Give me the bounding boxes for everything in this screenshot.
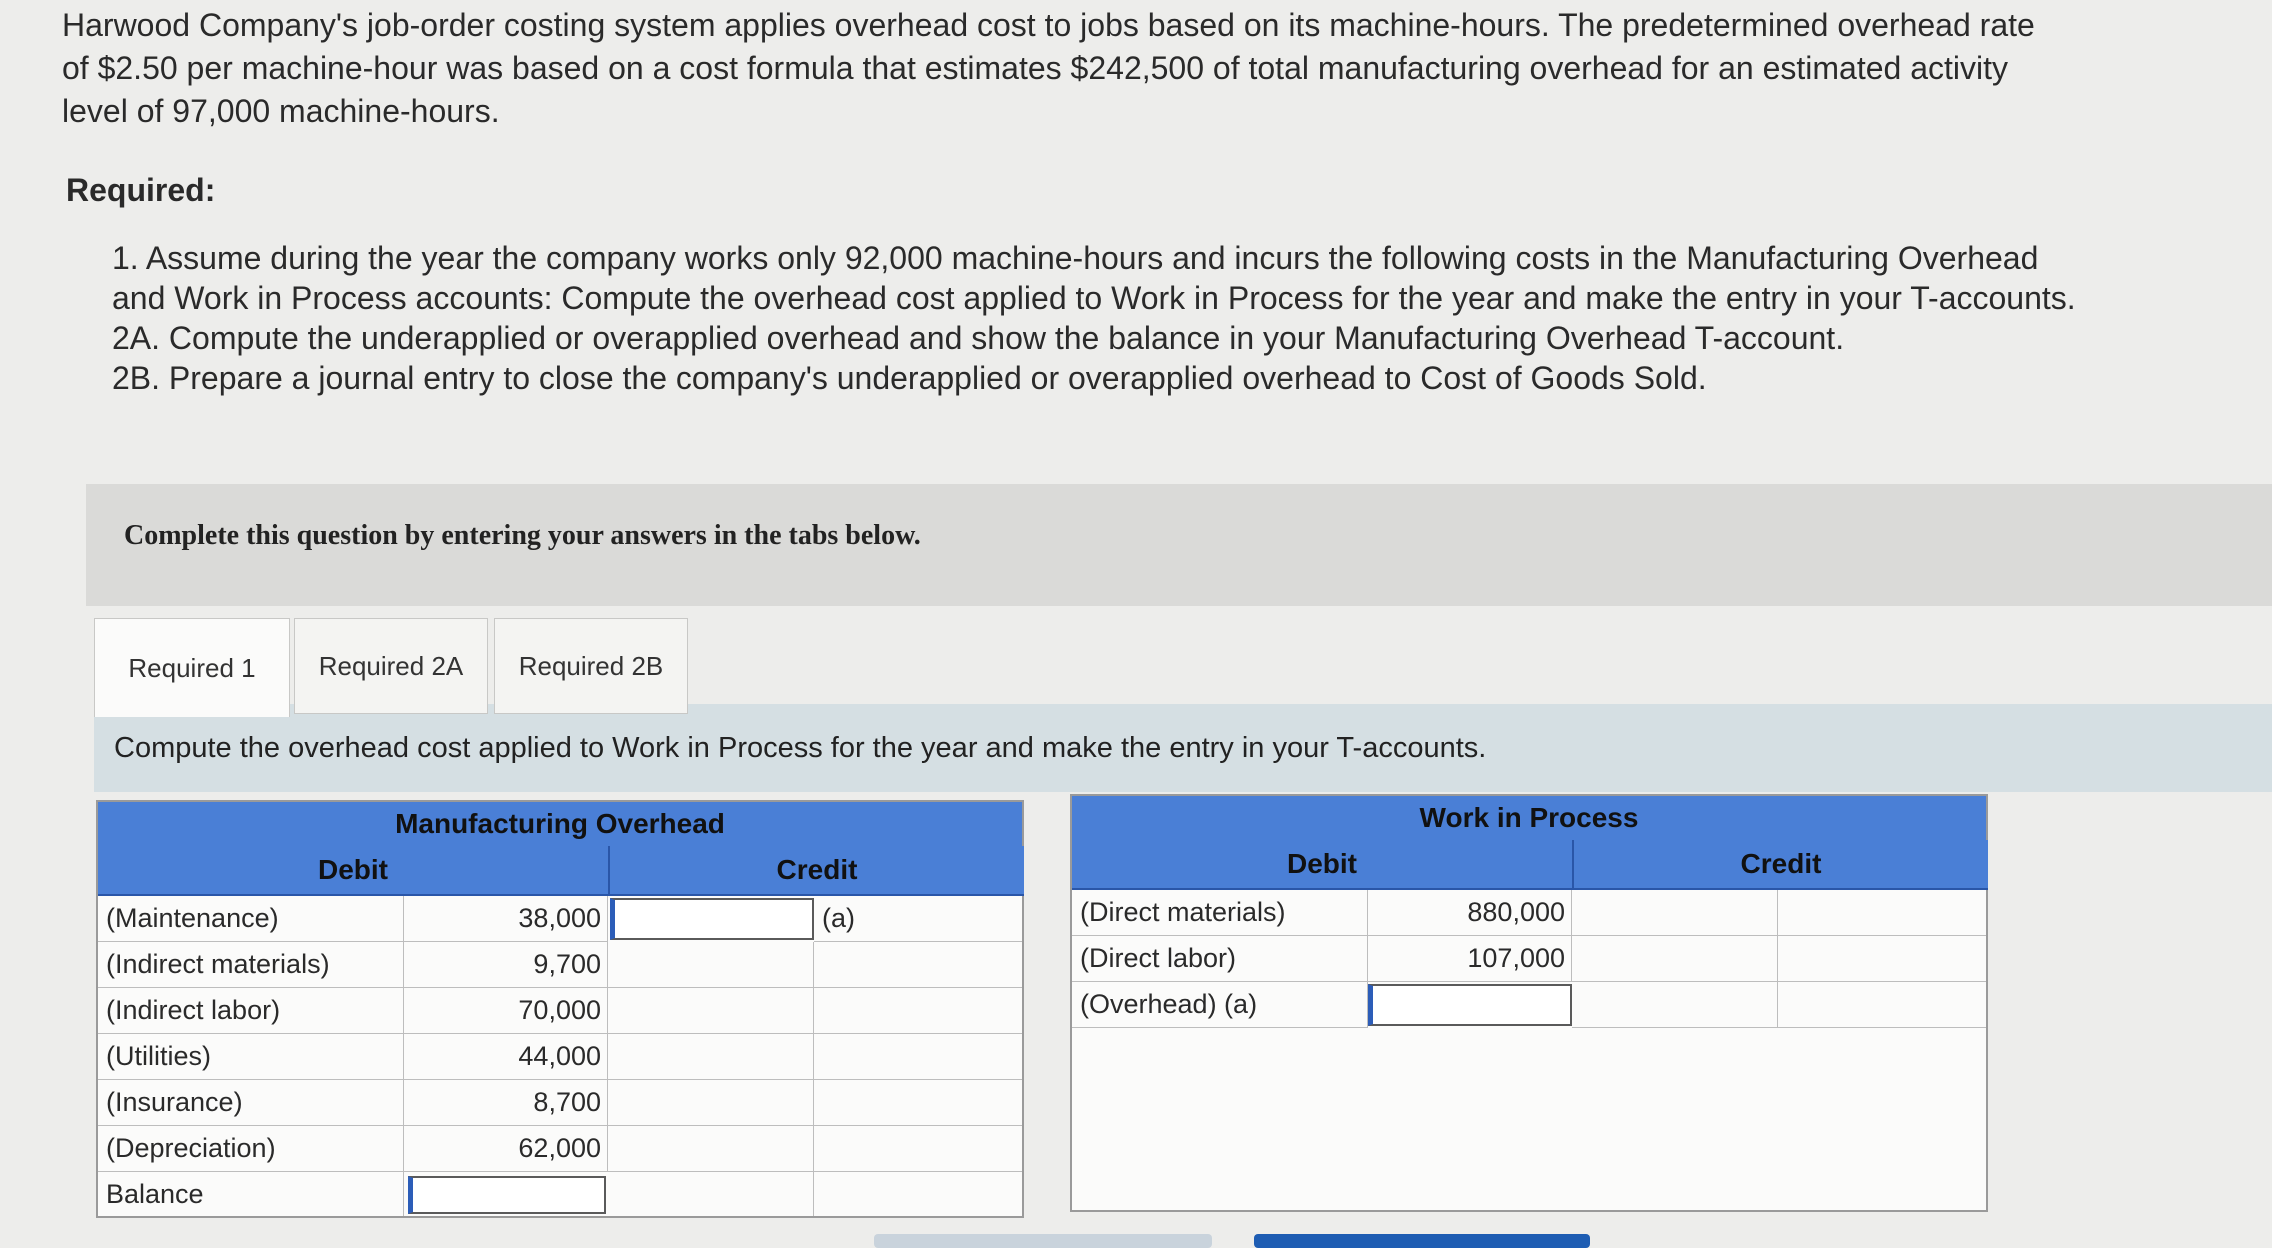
requirement-1: 1. Assume during the year the company works only 92,000 machine-hours and incurs the following costs in the Manufacturing Overhead and Work in Process accounts: Compute the overhead cost applied to Work in Process for the year and make the entry in your T-accounts. [112, 240, 2076, 316]
moh-t-account [96, 800, 1024, 1218]
moh-credit-empty [608, 1126, 814, 1172]
moh-row-amount: 70,000 [404, 988, 608, 1034]
moh-credit-empty [814, 1126, 1022, 1172]
moh-row-label: (Maintenance) [98, 896, 404, 942]
moh-credit-empty [814, 1080, 1022, 1126]
tab-required-1[interactable]: Required 1 [94, 618, 290, 717]
moh-row-label: (Indirect labor) [98, 988, 404, 1034]
wip-credit-empty [1778, 936, 1986, 982]
problem-statement: Harwood Company's job-order costing system applies overhead cost to jobs based on its machine-hours. The predetermined overhead rate of $2.50 per machine-hour was based on a cost formula that estimates $242,500 of total manufacturing overhead for an estimated activity level of 97,000 machine-hours. [62, 7, 2035, 129]
moh-row-label: (Insurance) [98, 1080, 404, 1126]
wip-title: Work in Process [1072, 796, 1986, 842]
moh-row-amount: 44,000 [404, 1034, 608, 1080]
moh-row-amount: 38,000 [404, 896, 608, 942]
moh-row-amount: 9,700 [404, 942, 608, 988]
wip-overhead-input[interactable] [1368, 984, 1572, 1026]
wip-row-amount: 107,000 [1368, 936, 1572, 982]
wip-credit-empty [1778, 890, 1986, 936]
tab-required-2b[interactable]: Required 2B [494, 618, 688, 714]
moh-title: Manufacturing Overhead [98, 802, 1022, 848]
moh-credit-empty [814, 988, 1022, 1034]
prev-button[interactable] [874, 1234, 1212, 1248]
required-heading: Required: [66, 172, 216, 208]
panel-instruction: Compute the overhead cost applied to Work in Process for the year and make the entry in your T-accounts. [114, 732, 1487, 764]
requirement-2b: 2B. Prepare a journal entry to close the company's underapplied or overapplied overhead to Cost of Goods Sold. [112, 360, 1707, 396]
moh-balance-input[interactable] [408, 1176, 606, 1214]
moh-credit-empty [814, 1034, 1022, 1080]
wip-overhead-label: (Overhead) (a) [1072, 982, 1368, 1028]
moh-row-label: (Depreciation) [98, 1126, 404, 1172]
moh-row-label: (Utilities) [98, 1034, 404, 1080]
banner-text: Complete this question by entering your answers in the tabs below. [124, 520, 921, 551]
moh-row-amount: 62,000 [404, 1126, 608, 1172]
moh-credit-empty [608, 1080, 814, 1126]
moh-row-amount: 8,700 [404, 1080, 608, 1126]
moh-credit-empty [608, 988, 814, 1034]
moh-balance-label: Balance [98, 1172, 404, 1216]
moh-credit-input[interactable] [610, 898, 814, 940]
wip-row-amount: 880,000 [1368, 890, 1572, 936]
tab-required-2a[interactable]: Required 2A [294, 618, 488, 714]
requirement-2a: 2A. Compute the underapplied or overapplied overhead and show the balance in your Manufacturing Overhead T-account. [112, 320, 1845, 356]
wip-debit-header: Debit [1072, 840, 1572, 890]
moh-credit-empty [608, 1034, 814, 1080]
wip-credit-header: Credit [1572, 840, 1988, 890]
moh-credit-empty [608, 1172, 814, 1216]
wip-row-label: (Direct labor) [1072, 936, 1368, 982]
moh-credit-empty [814, 942, 1022, 988]
wip-credit-empty [1572, 890, 1778, 936]
moh-credit-header: Credit [608, 846, 1024, 896]
moh-credit-label: (a) [814, 896, 1022, 942]
moh-row-label: (Indirect materials) [98, 942, 404, 988]
wip-t-account [1070, 794, 1988, 1212]
moh-debit-header: Debit [98, 846, 608, 896]
wip-credit-empty [1778, 982, 1986, 1028]
wip-row-label: (Direct materials) [1072, 890, 1368, 936]
requirements-list [112, 238, 2082, 398]
wip-credit-empty [1572, 982, 1778, 1028]
wip-credit-empty [1572, 936, 1778, 982]
tab-panel-header [94, 704, 2272, 792]
moh-credit-empty [608, 942, 814, 988]
instructions-banner [86, 484, 2272, 606]
next-button[interactable] [1254, 1234, 1590, 1248]
